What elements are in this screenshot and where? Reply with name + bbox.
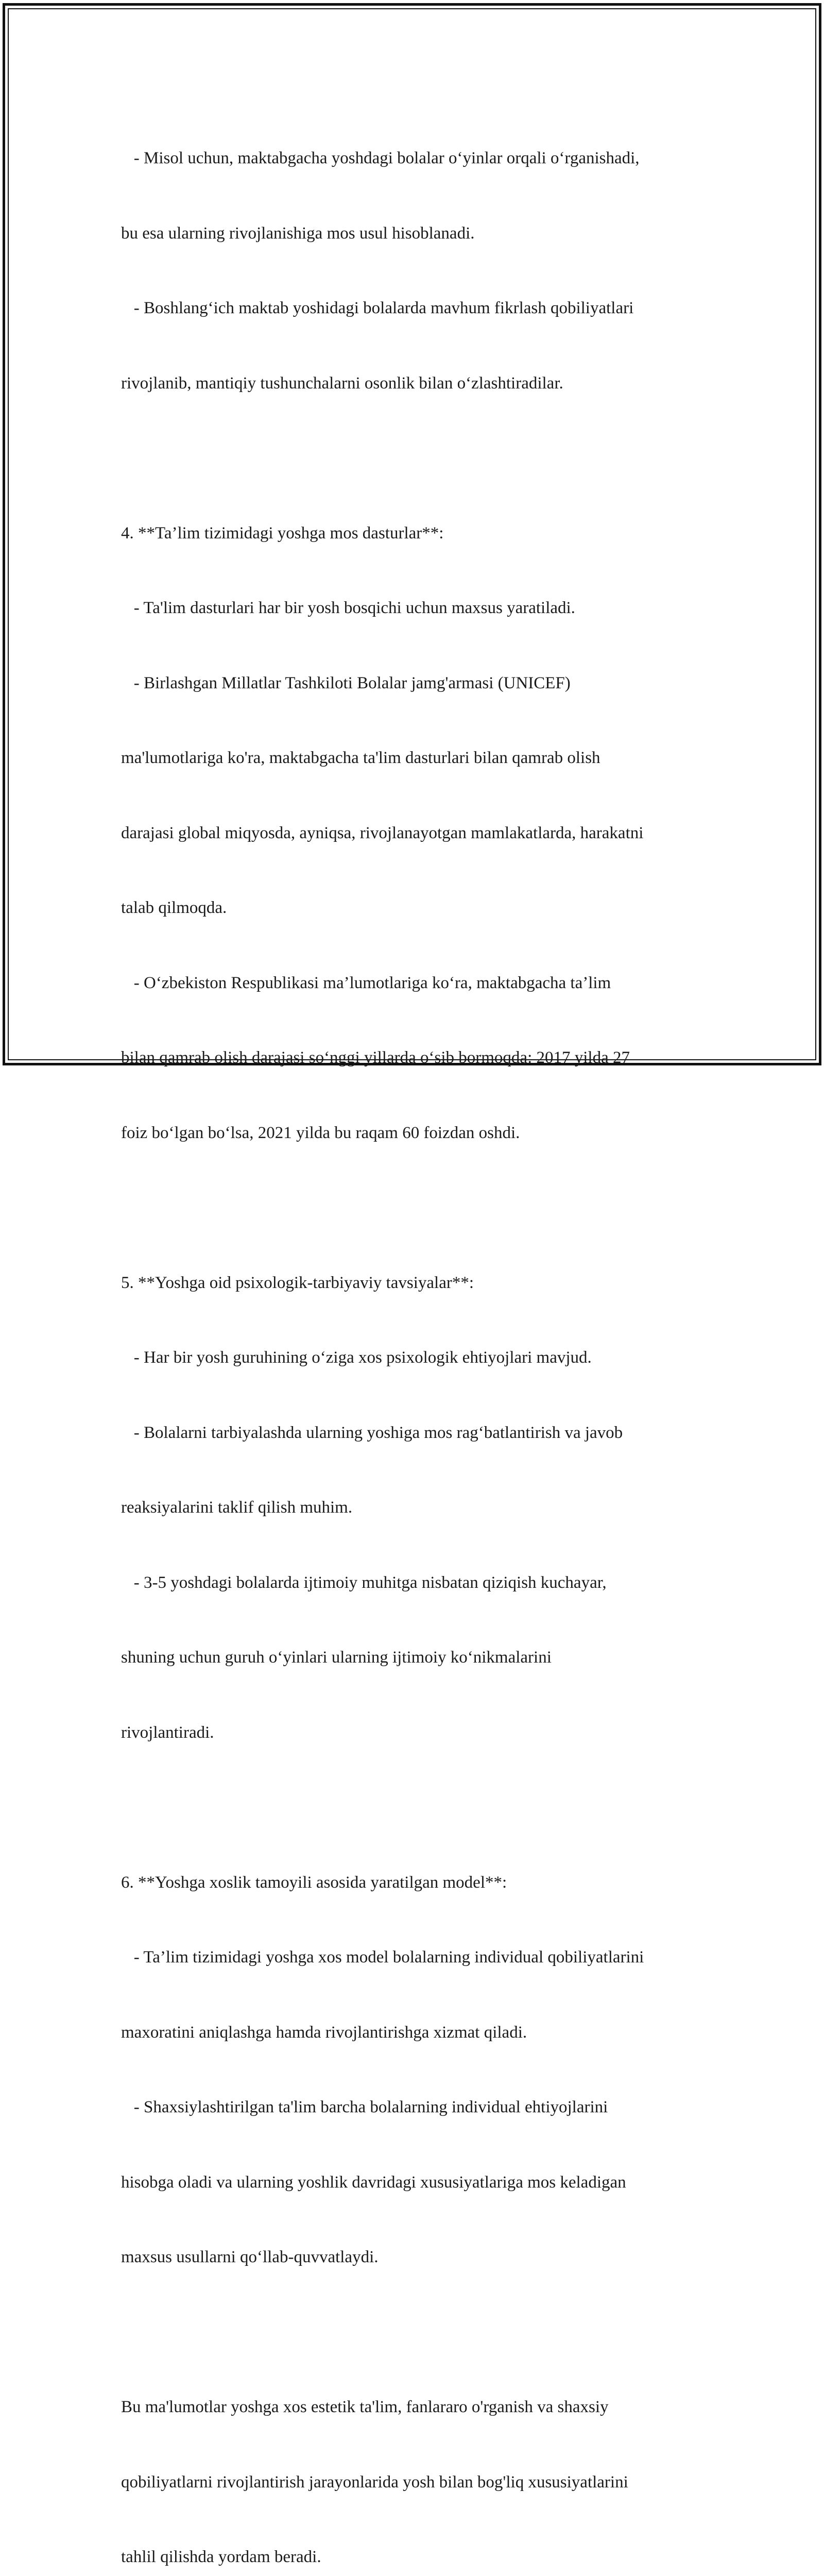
section-heading-5: 5. **Yoshga oid psixologik-tarbiyaviy tavsiyalar**: [121,1273,474,1292]
text-line: rivojlanib, mantiqiy tushunchalarni osonlik bilan o‘zlashtiradilar. [121,374,563,393]
text-line: - 3-5 yoshdagi bolalarda ijtimoiy muhitga nisbatan qiziqish kuchayar, [121,1573,607,1592]
section-heading-6: 6. **Yoshga xoslik tamoyili asosida yaratilgan model**: [121,1873,507,1892]
text-line: maxoratini aniqlashga hamda rivojlantirishga xizmat qiladi. [121,2023,527,2042]
text-line: - Har bir yosh guruhining o‘ziga xos psixologik ehtiyojlari mavjud. [121,1348,592,1367]
blank-line [121,1795,718,1820]
document-body [121,96,718,2576]
text-line: - Boshlang‘ich maktab yoshidagi bolalarda mavhum fikrlash qobiliyatlari [121,299,634,317]
text-line: - Ta’lim tizimidagi yoshga xos model bolalarning individual qobiliyatlarini [121,1948,644,1967]
text-line: talab qilmoqda. [121,899,227,917]
text-line: darajasi global miqyosda, ayniqsa, rivojlanayotgan mamlakatlarda, harakatni [121,823,644,842]
blank-line [121,446,718,471]
text-line: - Birlashgan Millatlar Tashkiloti Bolalar jamg'armasi (UNICEF) [121,673,571,692]
conclusion-line: tahlil qilishda yordam beradi. [121,2548,321,2566]
text-line: rivojlantiradi. [121,1723,214,1742]
text-line: - Shaxsiylashtirilgan ta'lim barcha bolalarning individual ehtiyojlarini [121,2098,608,2116]
section-heading-4: 4. **Ta’lim tizimidagi yoshga mos dasturlar**: [121,523,444,543]
conclusion-line: qobiliyatlarni rivojlantirish jarayonlarida yosh bilan bog'liq xususiyatlarini [121,2472,628,2492]
text-line: ma'lumotlariga ko'ra, maktabgacha ta'lim dasturlari bilan qamrab olish [121,749,600,767]
text-line: foiz bo‘lgan bo‘lsa, 2021 yilda bu raqam 60 foizdan oshdi. [121,1123,520,1142]
text-line: - Misol uchun, maktabgacha yoshdagi bolalar o‘yinlar orqali o‘rganishadi, [121,149,640,167]
text-line: - Ta'lim dasturlari har bir yosh bosqichi uchun maxsus yaratiladi. [121,599,575,617]
blank-line [121,1195,718,1221]
conclusion-line: Bu ma'lumotlar yoshga xos estetik ta'lim, fanlararo o'rganish va shaxsiy [121,2398,609,2416]
text-line: hisobga oladi va ularning yoshlik davridagi xususiyatlariga mos keladigan [121,2173,626,2192]
text-line: shuning uchun guruh o‘yinlari ularning ijtimoiy ko‘nikmalarini [121,1648,552,1667]
text-line: maxsus usullarni qo‘llab-quvvatlaydi. [121,2248,379,2266]
text-line: bu esa ularning rivojlanishiga mos usul hisoblanadi. [121,224,475,243]
text-line: - Bolalarni tarbiyalashda ularning yoshiga mos rag‘batlantirish va javob [121,1423,623,1442]
blank-line [121,2320,718,2345]
text-line: bilan qamrab olish darajasi so‘nggi yillarda o‘sib bormoqda: 2017 yilda 27 [121,1048,630,1067]
text-line: reaksiyalarini taklif qilish muhim. [121,1498,353,1517]
text-line: - O‘zbekiston Respublikasi ma’lumotlariga ko‘ra, maktabgacha ta’lim [121,973,611,992]
